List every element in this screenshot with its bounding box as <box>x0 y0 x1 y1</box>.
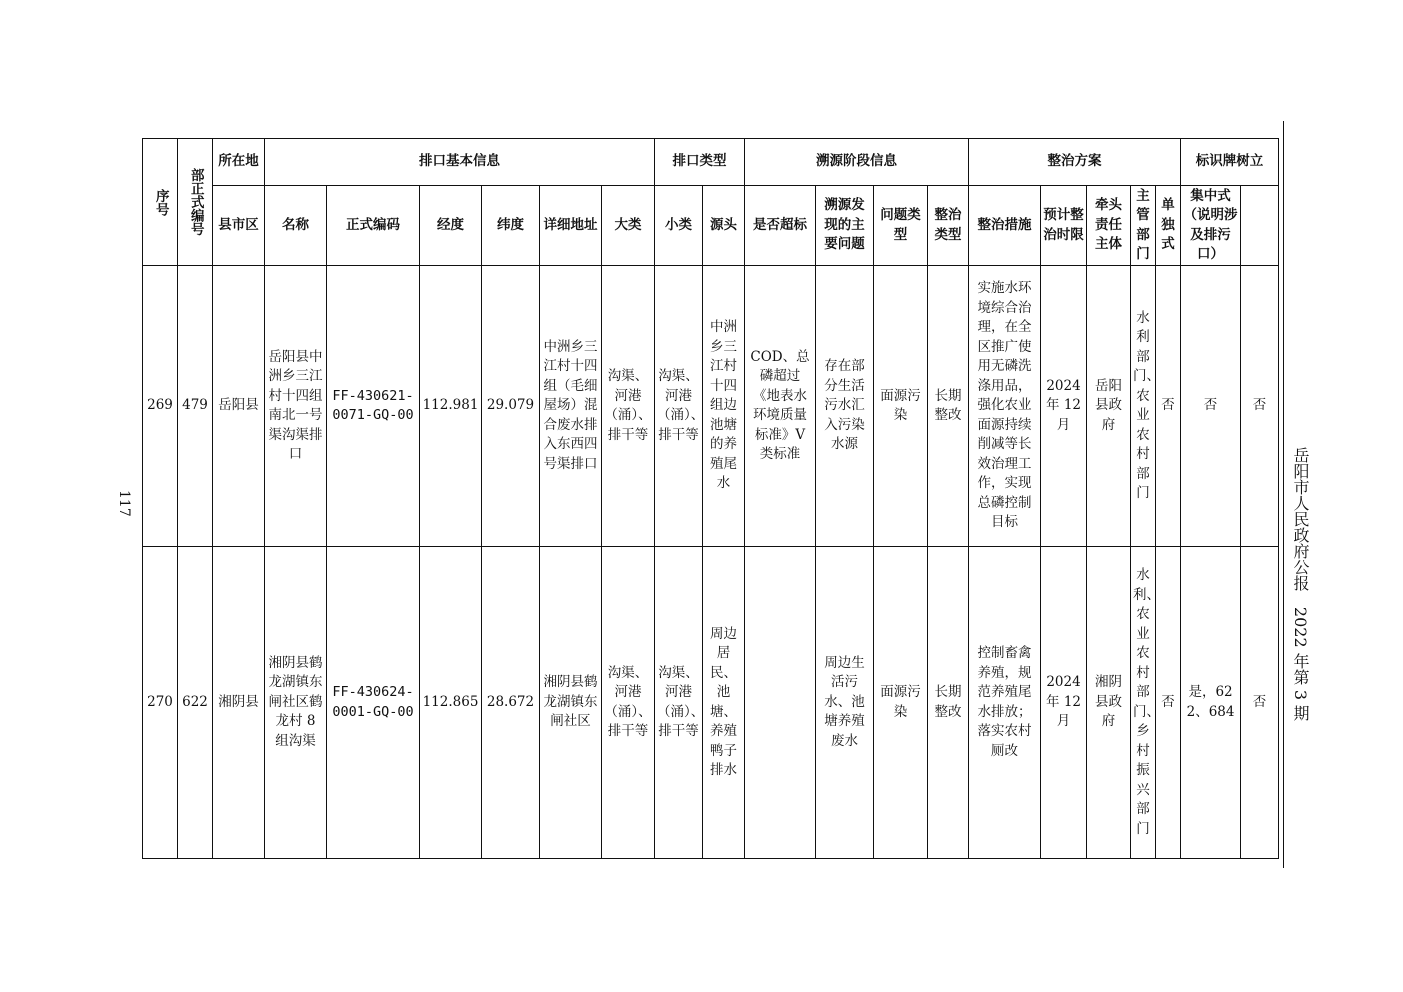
cell-single-sign: 否 <box>1156 547 1181 859</box>
col-minor-type: 小类 <box>655 186 703 266</box>
cell-measures: 实施水环境综合治理，在全区推广使用无磷洗涤用品，强化农业面源持续削减等长效治理工作，实现总磷控制目标 <box>969 266 1041 547</box>
col-authority: 主管部门 <box>1131 186 1156 266</box>
cell-seq: 270 <box>143 547 178 859</box>
group-outlet-info: 排口基本信息 <box>265 139 655 186</box>
cell-longitude: 112.981 <box>420 266 482 547</box>
cell-official-code: FF-430624-0001-GQ-00 <box>327 547 420 859</box>
cell-measures: 控制畜禽养殖，规范养殖尾水排放；落实农村厕改 <box>969 547 1041 859</box>
group-tracing: 溯源阶段信息 <box>745 139 969 186</box>
col-remediation-type: 整治类型 <box>928 186 969 266</box>
table-row <box>143 266 1279 547</box>
cell-seq: 269 <box>143 266 178 547</box>
group-sign: 标识牌树立 <box>1181 139 1279 186</box>
cell-address: 中洲乡三江村十四组（毛细屋场）混合废水排入东西四号渠排口 <box>540 266 602 547</box>
cell-major-type: 沟渠、河港（涌）、排干等 <box>602 547 655 859</box>
cell-minor-type: 沟渠、河港（涌）、排干等 <box>655 266 703 547</box>
col-location: 所在地 <box>213 139 265 186</box>
cell-problem-type: 面源污染 <box>874 266 928 547</box>
cell-source: 中洲乡三江村十四组边池塘的养殖尾水 <box>703 266 745 547</box>
group-remediation: 整治方案 <box>969 139 1181 186</box>
page-number: 117 <box>116 490 132 517</box>
col-deadline: 预计整治时限 <box>1041 186 1087 266</box>
col-single-sign: 单独式 <box>1156 186 1181 266</box>
col-ministry-code: 部正式编号 <box>178 139 213 266</box>
cell-main-problem: 存在部分生活污水汇入污染水源 <box>816 266 874 547</box>
cell-authority: 水利部门、农业农村部门 <box>1131 266 1156 547</box>
col-source: 源头 <box>703 186 745 266</box>
col-problem-type: 问题类型 <box>874 186 928 266</box>
cell-deadline: 2024 年 12 月 <box>1041 547 1087 859</box>
cell-authority: 水利、农业农村部门、乡村振兴部门 <box>1131 547 1156 859</box>
cell-name: 岳阳县中洲乡三江村十四组南北一号渠沟渠排口 <box>265 266 327 547</box>
col-longitude: 经度 <box>420 186 482 266</box>
side-divider <box>1283 121 1284 868</box>
running-title: 岳阳市人民政府公报 2022 年第 3 期 <box>1291 446 1310 722</box>
cell-single-sign: 否 <box>1156 266 1181 547</box>
cell-ministry-code: 622 <box>178 547 213 859</box>
cell-completed: 否 <box>1241 266 1279 547</box>
cell-name: 湘阴县鹤龙湖镇东闸社区鹤龙村 8 组沟渠 <box>265 547 327 859</box>
col-major-type: 大类 <box>602 186 655 266</box>
col-exceed: 是否超标 <box>745 186 816 266</box>
col-measures: 整治措施 <box>969 186 1041 266</box>
cell-deadline: 2024 年 12 月 <box>1041 266 1087 547</box>
cell-official-code: FF-430621-0071-GQ-00 <box>327 266 420 547</box>
cell-completed: 否 <box>1241 547 1279 859</box>
col-official-code: 正式编码 <box>327 186 420 266</box>
sewage-outlet-table <box>142 138 1279 859</box>
group-outlet-type: 排口类型 <box>655 139 745 186</box>
cell-main-problem: 周边生活污水、池塘养殖废水 <box>816 547 874 859</box>
cell-exceed <box>745 547 816 859</box>
cell-source: 周边居民、池塘、养殖鸭子排水 <box>703 547 745 859</box>
cell-ministry-code: 479 <box>178 266 213 547</box>
cell-central-sign: 是，622、684 <box>1181 547 1241 859</box>
header-row-columns <box>143 186 1279 266</box>
table-row <box>143 547 1279 859</box>
col-main-problem: 溯源发现的主要问题 <box>816 186 874 266</box>
cell-major-type: 沟渠、河港（涌）、排干等 <box>602 266 655 547</box>
cell-latitude: 28.672 <box>482 547 540 859</box>
header-row-group <box>143 139 1279 186</box>
cell-exceed: COD、总磷超过《地表水环境质量标准》V 类标准 <box>745 266 816 547</box>
cell-central-sign: 否 <box>1181 266 1241 547</box>
cell-minor-type: 沟渠、河港（涌）、排干等 <box>655 547 703 859</box>
cell-longitude: 112.865 <box>420 547 482 859</box>
cell-county: 岳阳县 <box>213 266 265 547</box>
cell-latitude: 29.079 <box>482 266 540 547</box>
col-county: 县市区 <box>213 186 265 266</box>
cell-remediation-type: 长期整改 <box>928 266 969 547</box>
cell-problem-type: 面源污染 <box>874 547 928 859</box>
col-name: 名称 <box>265 186 327 266</box>
cell-county: 湘阴县 <box>213 547 265 859</box>
col-lead-body: 牵头责任主体 <box>1087 186 1131 266</box>
col-latitude: 纬度 <box>482 186 540 266</box>
col-central-sign: 集中式（说明涉及排污口） <box>1181 186 1241 266</box>
cell-address: 湘阴县鹤龙湖镇东闸社区 <box>540 547 602 859</box>
cell-lead-body: 湘阴县政府 <box>1087 547 1131 859</box>
col-seq: 序号 <box>143 139 178 266</box>
cell-lead-body: 岳阳县政府 <box>1087 266 1131 547</box>
cell-remediation-type: 长期整改 <box>928 547 969 859</box>
col-address: 详细地址 <box>540 186 602 266</box>
